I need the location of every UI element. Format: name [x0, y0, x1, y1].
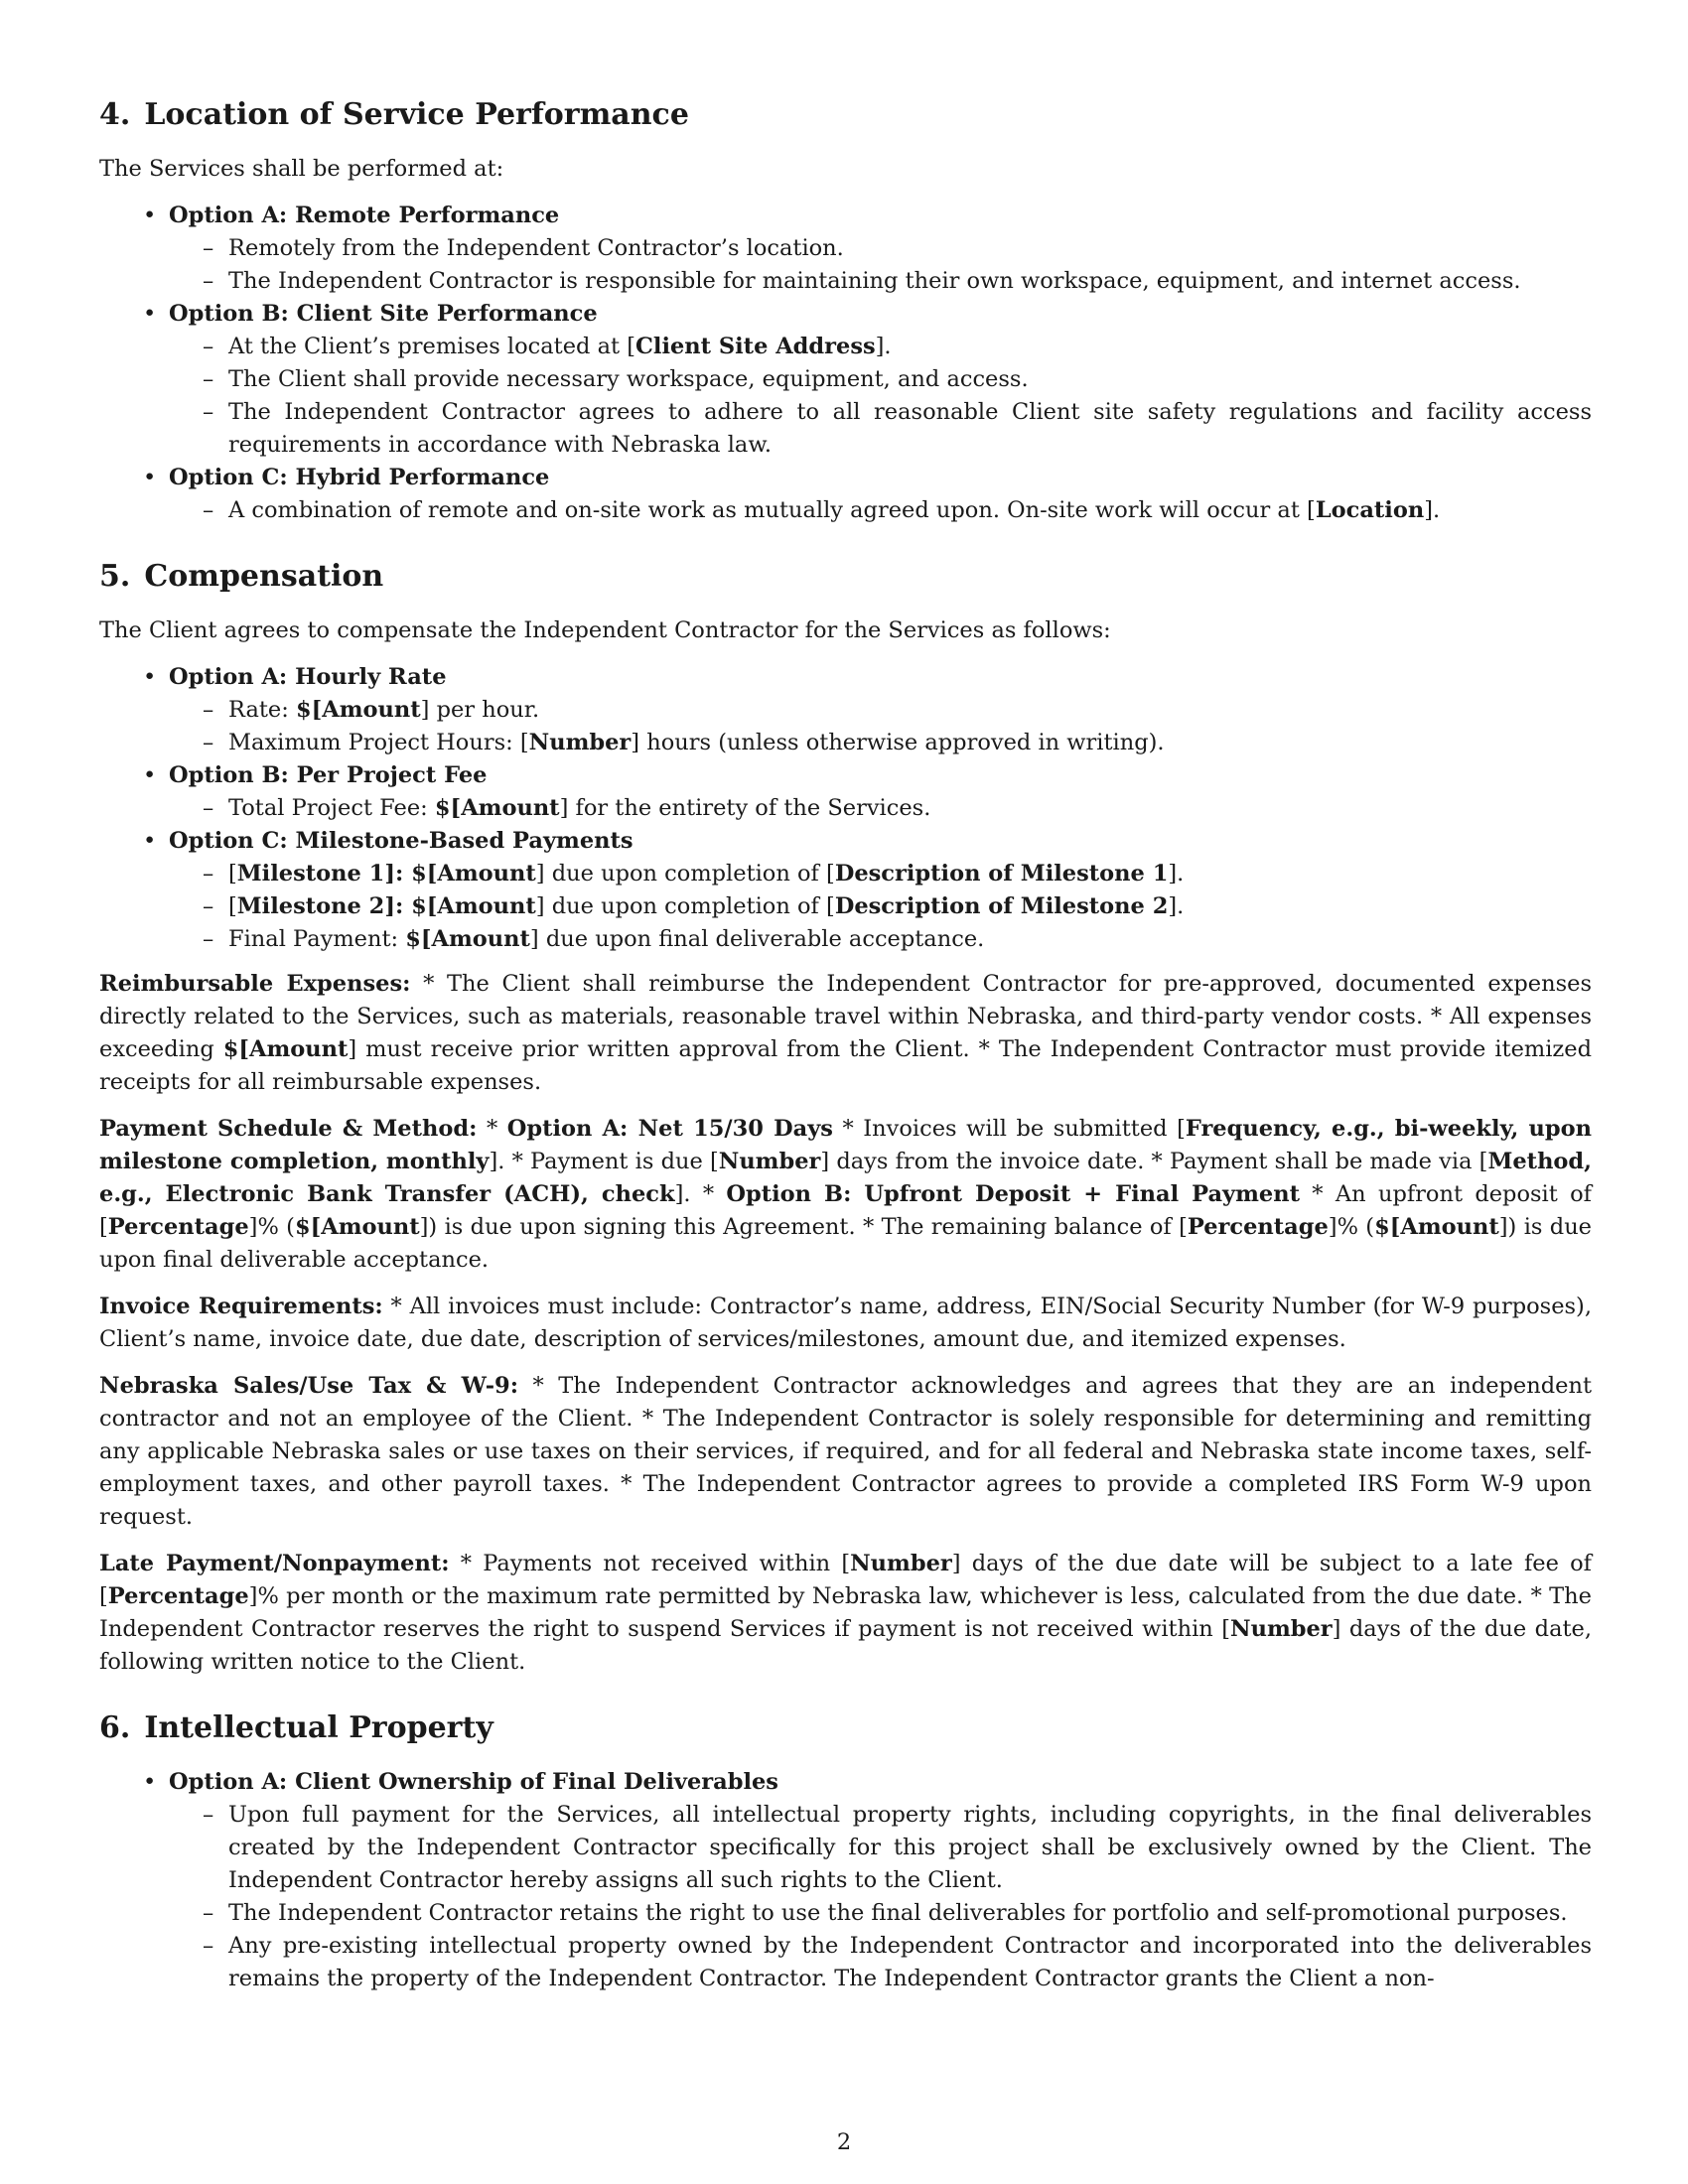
option-list [99, 1766, 1592, 1995]
detail-item [203, 923, 1592, 956]
paragraph-label: Reimbursable Expenses: [99, 971, 411, 997]
placeholder-field: $[Amount [222, 1036, 349, 1062]
placeholder-field: $[Amount [405, 926, 530, 952]
option-details [169, 232, 1592, 298]
option-label: Option B: Per Project Fee [169, 762, 488, 788]
option-label: Option A: Hourly Rate [169, 664, 447, 690]
text-run: A combination of remote and on-site work as mutually agreed upon. On-site work will occur at [ [228, 497, 1316, 523]
option-label: Option B: Upfront Deposit + Final Payment [726, 1181, 1300, 1207]
placeholder-field: $[Amount [295, 697, 421, 723]
document-page [99, 95, 1592, 2025]
section-heading [99, 95, 1592, 135]
section-compensation [99, 557, 1592, 1679]
text-run: * All invoices must include: Contractor’s name, address, EIN/Social Security Number (for W-9 purposes), Client’s name, invoice date, due date, description of services/milestones, amount due, and itemized expenses. [99, 1294, 1592, 1352]
detail-item [203, 792, 1592, 825]
section-number: 5. [99, 559, 131, 594]
text-run: * Invoices will be submitted [ [832, 1116, 1186, 1142]
text-run: At the Client’s premises located at [ [228, 334, 635, 359]
section-title: Compensation [144, 559, 384, 594]
text-run: [ [228, 893, 237, 919]
placeholder-field: $[Amount [434, 795, 560, 821]
placeholder-field: Milestone 2 [236, 893, 385, 919]
text-run: ]. * [674, 1181, 727, 1207]
placeholder-field: Number [1230, 1616, 1333, 1642]
placeholder-field: Number [718, 1149, 821, 1174]
text-run: ] days of the due date will be subject to a late fee of [ [99, 1551, 1592, 1609]
text-run: Final Payment: [228, 926, 406, 952]
paragraph-label: Late Payment/Nonpayment: [99, 1551, 450, 1576]
detail-item [203, 331, 1592, 363]
option-item [143, 825, 1592, 956]
text-run: ]) is due upon signing this Agreement. * The remaining balance of [ [419, 1214, 1188, 1240]
placeholder-field: Description of Milestone 1 [834, 861, 1169, 887]
section-title: Location of Service Performance [144, 97, 689, 132]
detail-item: – Any pre-existing intellectual property owned by the Independent Contractor and incorporated into the deliverables remains the property of the Independent Contractor. The Independent Contractor grants the Client a non- [203, 1930, 1592, 1995]
detail-item: – The Independent Contractor agrees to adhere to all reasonable Client site safety regulations and facility access requirements in accordance with Nebraska law. [203, 396, 1592, 462]
option-label: Option A: Net 15/30 Days [506, 1116, 833, 1142]
option-list [99, 200, 1592, 527]
placeholder-field: ]: $[Amount [384, 861, 536, 887]
text-run: ]. [875, 334, 892, 359]
text-run: ]% ( [1328, 1214, 1375, 1240]
text-run: ] due upon final deliverable acceptance. [529, 926, 985, 952]
detail-item [203, 858, 1592, 890]
option-list [99, 661, 1592, 956]
section-heading [99, 557, 1592, 597]
placeholder-field: Method, e.g., Electronic Bank Transfer (ACH), check [99, 1149, 1592, 1207]
text-run: * Payments not received within [ [449, 1551, 851, 1576]
text-run: ] for the entirety of the Services. [559, 795, 931, 821]
text-run: * The Client shall reimburse the Independent Contractor for pre-approved, documented expenses directly related to the Services, such as materials, reasonable travel within Nebraska, and third-party vendor costs. * All expenses exceeding [99, 971, 1592, 1062]
option-item [143, 759, 1592, 825]
text-run: ]. [1424, 497, 1441, 523]
option-details [169, 694, 1592, 759]
detail-item [203, 494, 1592, 527]
option-details [169, 792, 1592, 825]
placeholder-field: Client Site Address [634, 334, 876, 359]
option-item [143, 200, 1592, 298]
text-run: ] days from the invoice date. * Payment shall be made via [ [820, 1149, 1488, 1174]
reimbursable-expenses-paragraph [99, 968, 1592, 1099]
option-details [169, 1799, 1592, 1995]
placeholder-field: Description of Milestone 2 [834, 893, 1169, 919]
text-run: ]. [1168, 893, 1185, 919]
paragraph-label: Payment Schedule & Method: [99, 1116, 478, 1142]
text-run: [ [228, 861, 237, 887]
placeholder-field: Percentage [1187, 1214, 1329, 1240]
placeholder-field: Number [528, 730, 632, 755]
invoice-requirements-paragraph [99, 1291, 1592, 1356]
detail-item [203, 694, 1592, 727]
placeholder-field: $[Amount [294, 1214, 420, 1240]
detail-item: – The Client shall provide necessary workspace, equipment, and access. [203, 363, 1592, 396]
text-run: * An upfront deposit of [ [99, 1181, 1592, 1240]
option-label: Option A: Client Ownership of Final Deliverables [169, 1769, 778, 1795]
placeholder-field: Frequency, e.g., bi-weekly, upon milestone completion, monthly [99, 1116, 1592, 1174]
detail-item: – Upon full payment for the Services, all intellectual property rights, including copyrights, in the final deliverables created by the Independent Contractor specifically for this project shall be exclusively owned by the Client. The Independent Contractor hereby assigns all such rights to the Client. [203, 1799, 1592, 1897]
option-item [143, 1766, 1592, 1995]
placeholder-field: $[Amount [1374, 1214, 1499, 1240]
option-item [143, 462, 1592, 527]
text-run: ] per hour. [420, 697, 540, 723]
paragraph-label: Invoice Requirements: [99, 1294, 383, 1319]
option-label: Option C: Hybrid Performance [169, 465, 550, 490]
detail-item [203, 890, 1592, 923]
page-number: 2 [836, 2129, 852, 2155]
placeholder-field: Percentage [107, 1583, 249, 1609]
text-run: ]% per month or the maximum rate permitted by Nebraska law, whichever is less, calculated from the due date. * The Independent Contractor reserves the right to suspend Services if payment is not received within [ [99, 1583, 1592, 1642]
placeholder-field: Location [1315, 497, 1425, 523]
payment-schedule-paragraph [99, 1113, 1592, 1277]
option-item [143, 298, 1592, 462]
text-run: ]. * Payment is due [ [489, 1149, 719, 1174]
text-run: ] due upon completion of [ [535, 893, 835, 919]
placeholder-field: ]: $[Amount [384, 893, 536, 919]
detail-item: – The Independent Contractor is responsible for maintaining their own workspace, equipment, and internet access. [203, 265, 1592, 298]
text-run: ] days of the due date, following written notice to the Client. [99, 1616, 1593, 1675]
placeholder-field: Number [850, 1551, 952, 1576]
section-intro: The Client agrees to compensate the Independent Contractor for the Services as follows: [99, 617, 1111, 643]
section-heading [99, 1708, 1592, 1748]
placeholder-field: Milestone 1 [236, 861, 385, 887]
text-run: ] must receive prior written approval from the Client. * The Independent Contractor must provide itemized receipts for all reimbursable expenses. [99, 1036, 1592, 1095]
section-intellectual-property [99, 1708, 1592, 1995]
option-details [169, 494, 1592, 527]
text-run: Rate: [228, 697, 296, 723]
paragraph-label: Nebraska Sales/Use Tax & W-9: [99, 1373, 519, 1399]
text-run: ]% ( [248, 1214, 295, 1240]
detail-item: – Remotely from the Independent Contractor’s location. [203, 232, 1592, 265]
section-intro: The Services shall be performed at: [99, 156, 504, 182]
late-payment-paragraph [99, 1548, 1592, 1679]
section-location [99, 95, 1592, 527]
text-run: ] due upon completion of [ [535, 861, 835, 887]
text-run: Total Project Fee: [228, 795, 435, 821]
option-details [169, 331, 1592, 462]
detail-item: – The Independent Contractor retains the right to use the final deliverables for portfolio and self-promotional purposes. [203, 1897, 1592, 1930]
text-run: * [477, 1116, 507, 1142]
text-run: ]. [1168, 861, 1185, 887]
option-label: Option B: Client Site Performance [169, 301, 598, 327]
option-item [143, 661, 1592, 759]
section-number: 6. [99, 1710, 131, 1745]
section-number: 4. [99, 97, 131, 132]
detail-item [203, 727, 1592, 759]
sales-tax-paragraph [99, 1370, 1592, 1534]
text-run: ] hours (unless otherwise approved in writing). [631, 730, 1165, 755]
text-run: * The Independent Contractor acknowledges and agrees that they are an independent contractor and not an employee of the Client. * The Independent Contractor is solely responsible for determining and remitting any applicable Nebraska sales or use taxes on their services, if required, and for all federal and Nebraska state income taxes, self-employment taxes, and other payroll taxes. * The Independent Contractor agrees to provide a completed IRS Form W-9 upon request. [99, 1373, 1592, 1530]
option-label: Option C: Milestone-Based Payments [169, 828, 633, 854]
option-label: Option A: Remote Performance [169, 203, 560, 228]
text-run: ]) is due upon final deliverable acceptance. [99, 1214, 1593, 1273]
section-title: Intellectual Property [144, 1710, 493, 1745]
option-details [169, 858, 1592, 956]
text-run: Maximum Project Hours: [ [228, 730, 529, 755]
placeholder-field: Percentage [107, 1214, 249, 1240]
